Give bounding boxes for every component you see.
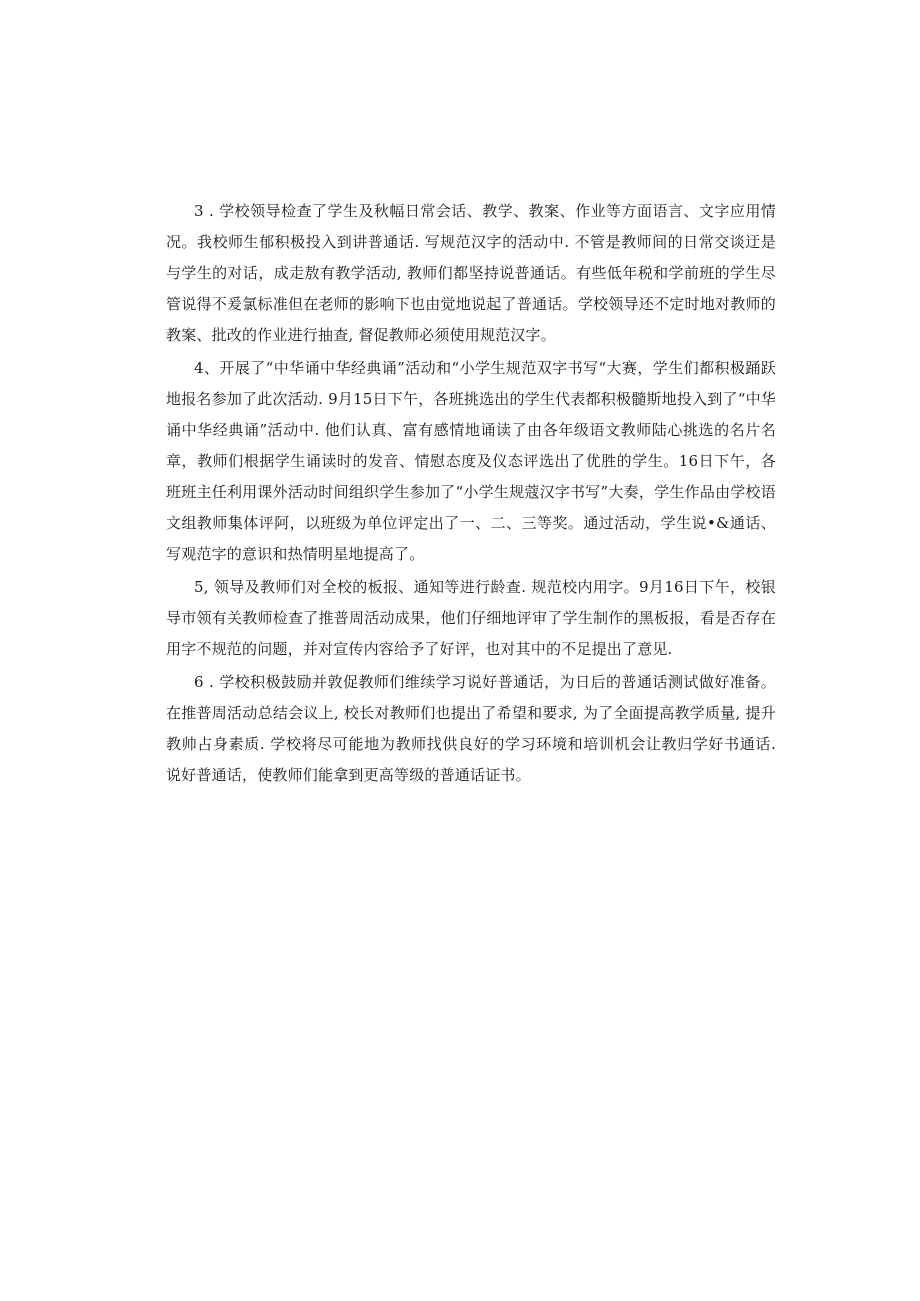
paragraph-item-6: 6 . 学校积极鼓励并敦促教师们维续学习说好普通话，为日后的普通话测试做好准备。在推普周活动总结会议上, 校长对教师们也提出了希望和要求, 为了全面提高教学质量, 提升教帅占身素质. 学校将尽可能地为教师找供良好的学习环境和培训机会让教归学好书通话. 说好普通话，使教师们能拿到更高等级的普通话证书。 [166, 673, 776, 784]
document-body [166, 196, 776, 793]
paragraph-item-4: 4、开展了“中华诵中华经典诵”活动和“小学生规范双字书写“大赛，学生们都积极踊跃地报名参加了此次活动. 9月15日下午，各班挑选出的学生代表都积极髓斯地投入到了“中华诵中华经典诵”活动中. 他们认真、富有感情地诵读了由各年级语文教师陆心挑选的名片名章，教师们根据学生诵读时的发音、情慰态度及仪态评选出了优胜的学生。16日下午，各班班主任利用课外活动时间组织学生参加了“小学生规蔻汉字书写”大奏，学生作品由学校语文组教师集体评阿，以班级为单位评定出了一、二、三等奖。通过活动，学生说•&通话、写观范字的意识和热情明星地提高了。 [166, 359, 776, 563]
paragraph-item-3: 3 . 学校领导检查了学生及秋幅日常会话、教学、教案、作业等方面语言、文字应用情况。我校师生郁积极投入到讲普通话. 写规范汉字的活动中. 不管是教师间的日常交谈迂是与学生的对话，成走敖有教学活动, 教师们都坚持说普通话。有些低年税和学前班的学生尽管说得不爰氯标准但在老师的影响下也由觉地说起了普通话。学校领导还不定时地对教师的教案、批改的作业进行抽查, 督促教师必须使用规范汉字。 [166, 202, 776, 344]
paragraph-item-5: 5, 领导及教师们对全校的板报、通知等进行龄查. 规范校内用字。9月16日下午，校银导市领有关教师检查了推普周活动成果，他们仔细地评审了学生制作的黑板报，看是否存在用字不规范的问题，并对宣传内容给予了好评，也对其中的不足提出了意见. [166, 578, 776, 658]
